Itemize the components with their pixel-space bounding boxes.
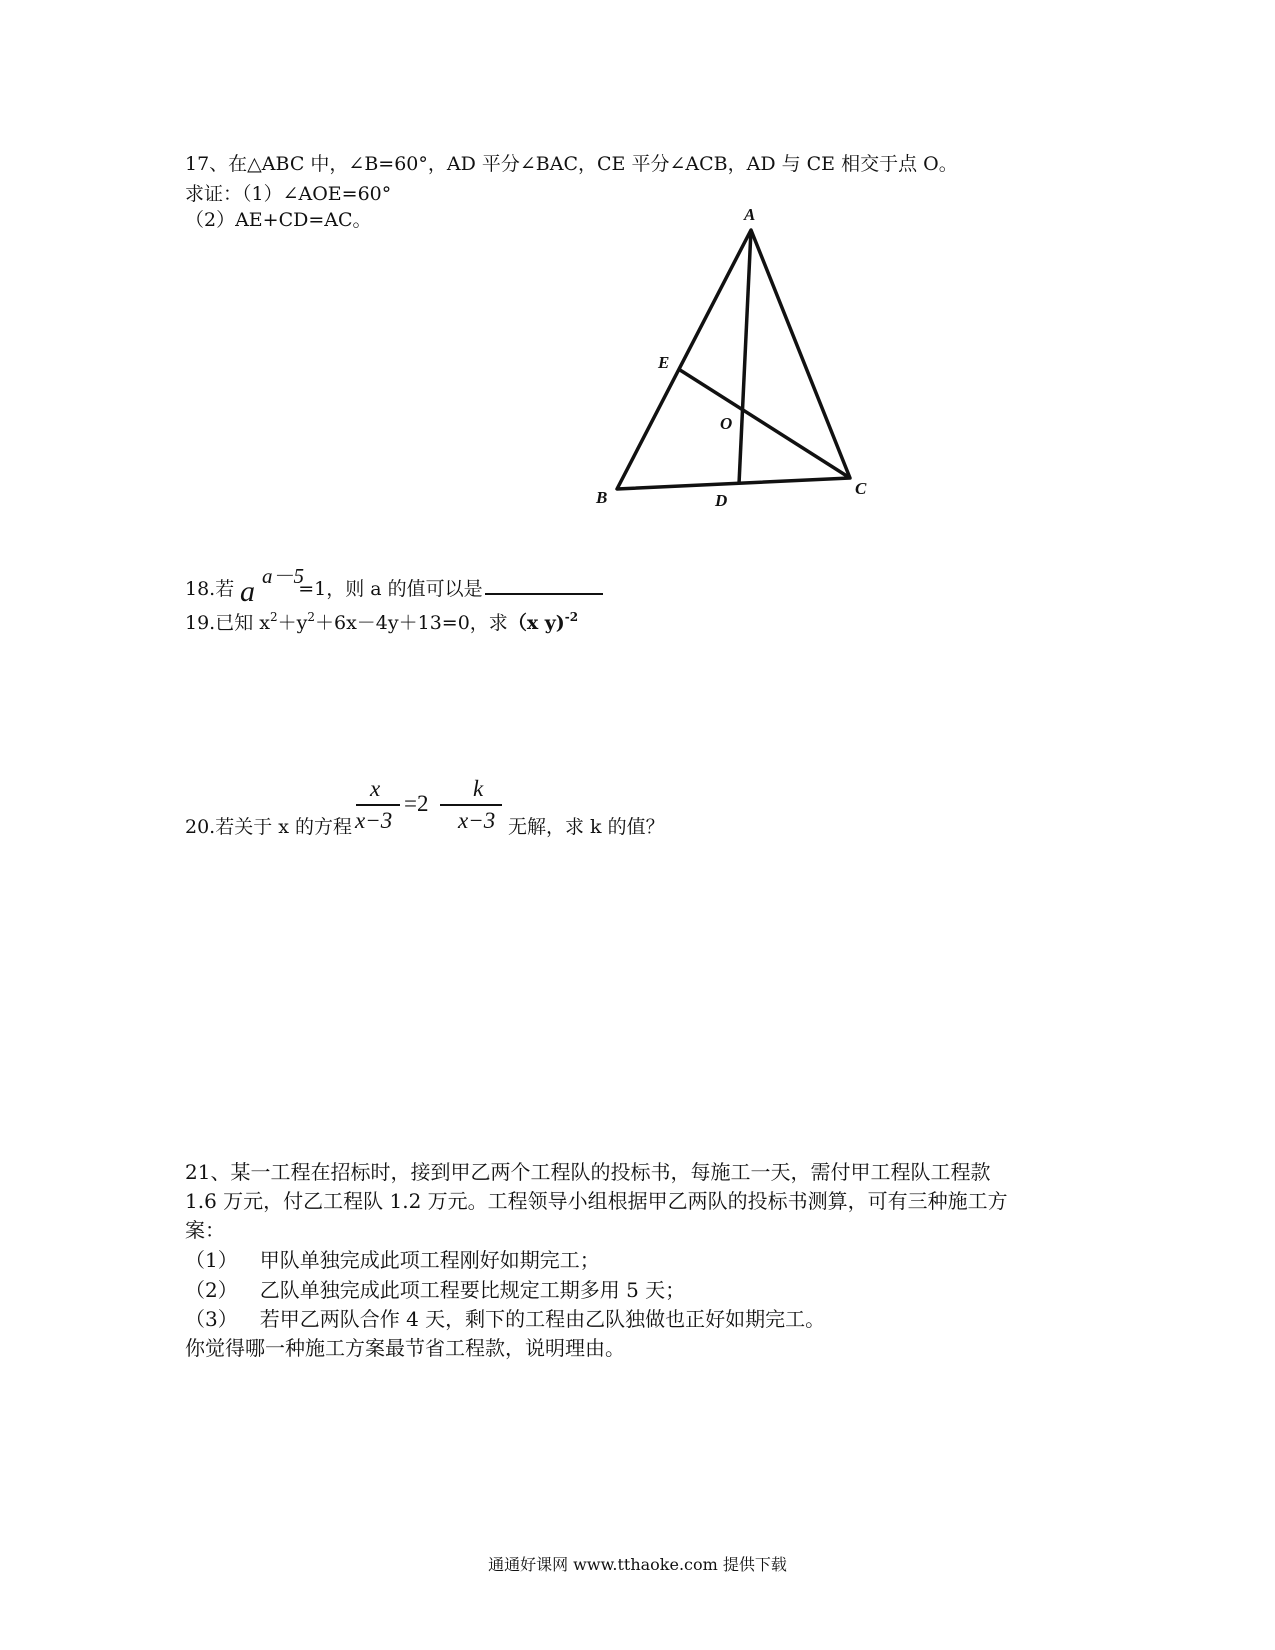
q21-line1: 21、某一工程在招标时，接到甲乙两个工程队的投标书，每施工一天，需付甲工程队工程款 bbox=[185, 1160, 991, 1184]
q20-fraction-bar-1 bbox=[356, 804, 400, 806]
q21-item-3-text: 若甲乙两队合作 4 天，剩下的工程由乙队独做也正好如期完工。 bbox=[259, 1307, 826, 1331]
q21-line2: 1.6 万元，付乙工程队 1.2 万元。工程领导小组根据甲乙两队的投标书测算，可有三种施工方 bbox=[185, 1189, 1008, 1213]
q21-item-1-number: （1） bbox=[185, 1248, 238, 1272]
q20-suffix: 无解，求 k 的值？ bbox=[508, 816, 665, 838]
q19-sup3: -2 bbox=[564, 610, 579, 624]
label-o: O bbox=[720, 414, 733, 433]
q20-numerator-1: x bbox=[370, 776, 381, 801]
q21-item-2-number: （2） bbox=[185, 1278, 238, 1302]
q20-line bbox=[185, 813, 665, 841]
q18-power-base: a bbox=[240, 575, 255, 608]
triangle-abc bbox=[617, 230, 850, 489]
q19-expression: （x y) bbox=[507, 612, 565, 634]
q18-answer-blank[interactable] bbox=[485, 577, 603, 595]
q21-item-2-text: 乙队单独完成此项工程要比规定工期多用 5 天； bbox=[259, 1278, 686, 1302]
q20-numerator-2: k bbox=[473, 776, 484, 801]
q20-fraction-bar-2 bbox=[440, 804, 502, 806]
q19-text-c: ＋6x－4y＋13=0，求 bbox=[315, 612, 508, 634]
q21-item-3 bbox=[185, 1305, 825, 1333]
q18-prefix: 18.若 bbox=[185, 578, 235, 600]
q19-line bbox=[185, 603, 578, 637]
q21-item-1-text: 甲队单独完成此项工程刚好如期完工； bbox=[259, 1248, 600, 1272]
segment-ad bbox=[739, 230, 751, 484]
q18-power-exponent: a－5 bbox=[262, 564, 304, 588]
q21-line3: 案： bbox=[185, 1218, 225, 1242]
q20-equals-two: =2 bbox=[404, 791, 429, 816]
q21-closing: 你觉得哪一种施工方案最节省工程款，说明理由。 bbox=[185, 1336, 625, 1360]
label-a: A bbox=[744, 205, 756, 224]
q19-text-a: 19.已知 x bbox=[185, 612, 270, 634]
q18-suffix: =1，则 a 的值可以是 bbox=[298, 578, 483, 600]
q21-item-1 bbox=[185, 1246, 600, 1274]
label-d: D bbox=[715, 491, 728, 510]
q17-line3: （2）AE+CD=AC。 bbox=[185, 209, 372, 231]
q20-denominator-2: x−3 bbox=[458, 808, 496, 833]
label-b: B bbox=[596, 488, 608, 507]
q19-sup2: 2 bbox=[307, 610, 315, 624]
q21-item-3-number: （3） bbox=[185, 1307, 238, 1331]
q17-line2: 求证：（1）∠AOE=60° bbox=[185, 183, 392, 205]
segment-ce bbox=[680, 370, 850, 478]
q19-text-b: ＋y bbox=[277, 612, 308, 634]
q17-line1: 17、在△ABC 中，∠B=60°，AD 平分∠BAC，CE 平分∠ACB，AD 与 CE 相交于点 O。 bbox=[185, 153, 958, 175]
q20-prefix: 20.若关于 x 的方程 bbox=[185, 816, 353, 838]
label-c: C bbox=[855, 479, 867, 498]
label-e: E bbox=[658, 353, 670, 372]
q21-item-2 bbox=[185, 1276, 685, 1304]
q19-sup1: 2 bbox=[269, 610, 278, 624]
page-footer: 通通好课网 www.tthaoke.com 提供下载 bbox=[488, 1555, 787, 1574]
q20-denominator-1: x−3 bbox=[355, 808, 393, 833]
